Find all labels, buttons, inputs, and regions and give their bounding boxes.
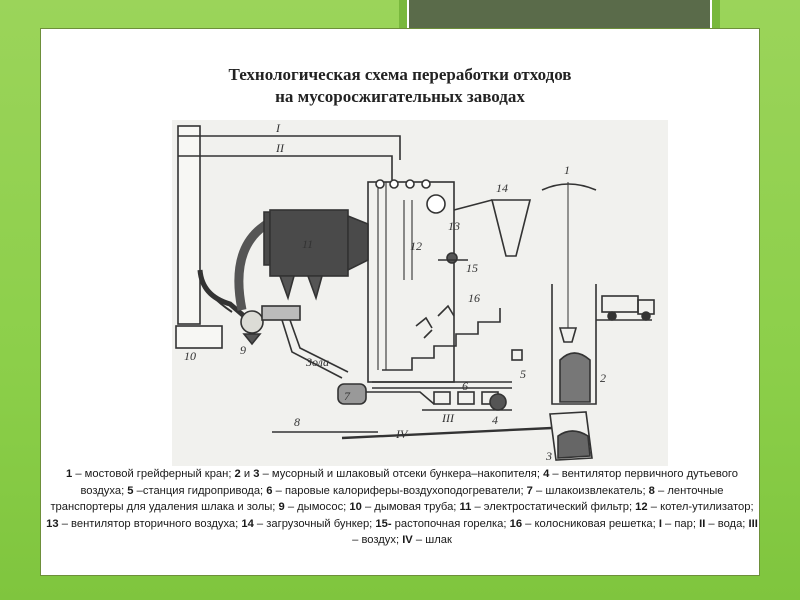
legend-text: – паровые калориферы-воздухоподогреватели; bbox=[272, 484, 527, 497]
label-4: 4 bbox=[492, 413, 498, 427]
legend-text: – пар; bbox=[661, 517, 700, 530]
hydraulic-station bbox=[512, 350, 522, 360]
grate-base bbox=[372, 382, 512, 388]
grate-steps bbox=[382, 308, 500, 370]
secondary-air-fan bbox=[447, 253, 457, 263]
legend-number: 5 bbox=[127, 484, 134, 497]
legend-text: – дымосос; bbox=[284, 501, 350, 513]
label-6: 6 bbox=[462, 379, 468, 393]
legend-number: II bbox=[699, 517, 706, 530]
legend-text: – мусорный и шлаковый отсеки бункера–накопителя; bbox=[259, 468, 544, 480]
legend-number: 15- bbox=[375, 517, 392, 530]
legend-text: – котел-утилизатор; bbox=[647, 501, 754, 513]
label-1: 1 bbox=[564, 163, 570, 177]
crane-beam bbox=[542, 184, 596, 190]
water-line bbox=[178, 156, 392, 180]
slide-title-line1: Технологическая схема переработки отходов bbox=[228, 65, 572, 84]
label-II: II bbox=[276, 141, 284, 155]
legend-number: 1 bbox=[66, 468, 73, 480]
legend-text: растопочная горелка; bbox=[391, 517, 510, 530]
process-diagram-svg bbox=[172, 120, 668, 466]
boiler-drum-1 bbox=[376, 180, 384, 188]
boiler-drum-3 bbox=[406, 180, 414, 188]
filter-outlet bbox=[348, 216, 368, 270]
legend-number: 6 bbox=[266, 484, 273, 497]
calorifier-1 bbox=[434, 392, 450, 404]
boiler-drum-main bbox=[427, 195, 445, 213]
label-I: I bbox=[276, 121, 280, 135]
legend-text: – шлак bbox=[412, 534, 452, 546]
waste-pile bbox=[560, 353, 590, 402]
truck-wheel-1 bbox=[608, 312, 616, 320]
slag-extractor bbox=[338, 384, 366, 404]
legend-number: 16 bbox=[509, 517, 523, 530]
label-10: 10 bbox=[184, 349, 196, 363]
legend-number: 11 bbox=[459, 501, 472, 513]
legend-text: – воздух; bbox=[352, 534, 403, 546]
label-9: 9 bbox=[240, 343, 246, 357]
ash-collector bbox=[262, 306, 300, 320]
legend-caption bbox=[44, 466, 760, 549]
legend-text: –станция гидропривода; bbox=[133, 484, 267, 497]
label-5: 5 bbox=[520, 367, 526, 381]
label-14: 14 bbox=[496, 181, 508, 195]
primary-air-fan bbox=[490, 394, 506, 410]
label-11: 11 bbox=[302, 237, 314, 251]
legend-text: – вентилятор первичного дутьевого воздуха; bbox=[80, 468, 738, 497]
label-15: 15 bbox=[466, 261, 478, 275]
legend-text: – электростатический фильтр; bbox=[471, 501, 636, 513]
smoke-exhauster bbox=[241, 311, 263, 333]
legend-number: 2 bbox=[234, 468, 241, 480]
legend-number: IV bbox=[402, 534, 413, 546]
loading-hopper bbox=[492, 200, 530, 256]
label-16: 16 bbox=[468, 291, 480, 305]
label-zola: Зола bbox=[306, 355, 330, 369]
legend-number: III bbox=[748, 517, 758, 530]
legend-number: 3 bbox=[253, 468, 260, 480]
label-3: 3 bbox=[546, 449, 552, 463]
hopper-line bbox=[454, 200, 492, 210]
label-IV: IV bbox=[396, 427, 408, 441]
legend-text: – мостовой грейферный кран; bbox=[72, 468, 235, 480]
legend-number: 4 bbox=[543, 468, 550, 480]
boiler-drum-4 bbox=[422, 180, 430, 188]
legend-number: 9 bbox=[278, 501, 285, 513]
ash-line bbox=[282, 320, 342, 378]
chimney-base bbox=[176, 326, 222, 348]
label-8: 8 bbox=[294, 415, 300, 429]
legend-number: 13 bbox=[46, 517, 59, 530]
truck-body bbox=[602, 296, 638, 312]
legend-text: – загрузочный бункер; bbox=[253, 517, 376, 530]
legend-number: 14 bbox=[241, 517, 254, 530]
conveyor-slag bbox=[342, 428, 552, 438]
exhauster-support bbox=[244, 334, 260, 344]
filter-hopper-2 bbox=[308, 276, 322, 298]
legend-text: – шлакоизвлекатель; bbox=[532, 484, 649, 497]
slag-pile bbox=[558, 431, 590, 458]
label-12: 12 bbox=[410, 239, 422, 253]
filter-hopper-1 bbox=[280, 276, 294, 298]
flames bbox=[416, 306, 454, 338]
label-III: III bbox=[442, 411, 454, 425]
legend-number: I bbox=[658, 517, 662, 530]
boiler-drum-2 bbox=[390, 180, 398, 188]
legend-text: – колосниковая решетка; bbox=[522, 517, 659, 530]
legend-text: и bbox=[240, 468, 254, 480]
slag-path bbox=[366, 392, 434, 404]
legend-number: 12 bbox=[635, 501, 648, 513]
filter-inlet bbox=[264, 212, 270, 265]
label-2: 2 bbox=[600, 371, 606, 385]
label-7: 7 bbox=[344, 389, 350, 403]
legend-text: – дымовая труба; bbox=[361, 501, 460, 513]
legend-number: 10 bbox=[349, 501, 362, 513]
legend-number: 8 bbox=[648, 484, 655, 497]
slide-title-line2: на мусоросжигательных заводах bbox=[275, 87, 525, 106]
legend-text: – вентилятор вторичного воздуха; bbox=[58, 517, 242, 530]
legend-number: 7 bbox=[526, 484, 533, 497]
calorifier-2 bbox=[458, 392, 474, 404]
boiler-tubes bbox=[378, 182, 412, 370]
process-diagram bbox=[172, 120, 668, 466]
label-13: 13 bbox=[448, 219, 460, 233]
grab-bucket bbox=[560, 328, 576, 342]
legend-text: – вода; bbox=[705, 517, 749, 530]
truck-wheel-2 bbox=[642, 312, 650, 320]
legend-text: – ленточные транспортеры для удаления шлака и золы; bbox=[50, 484, 724, 513]
